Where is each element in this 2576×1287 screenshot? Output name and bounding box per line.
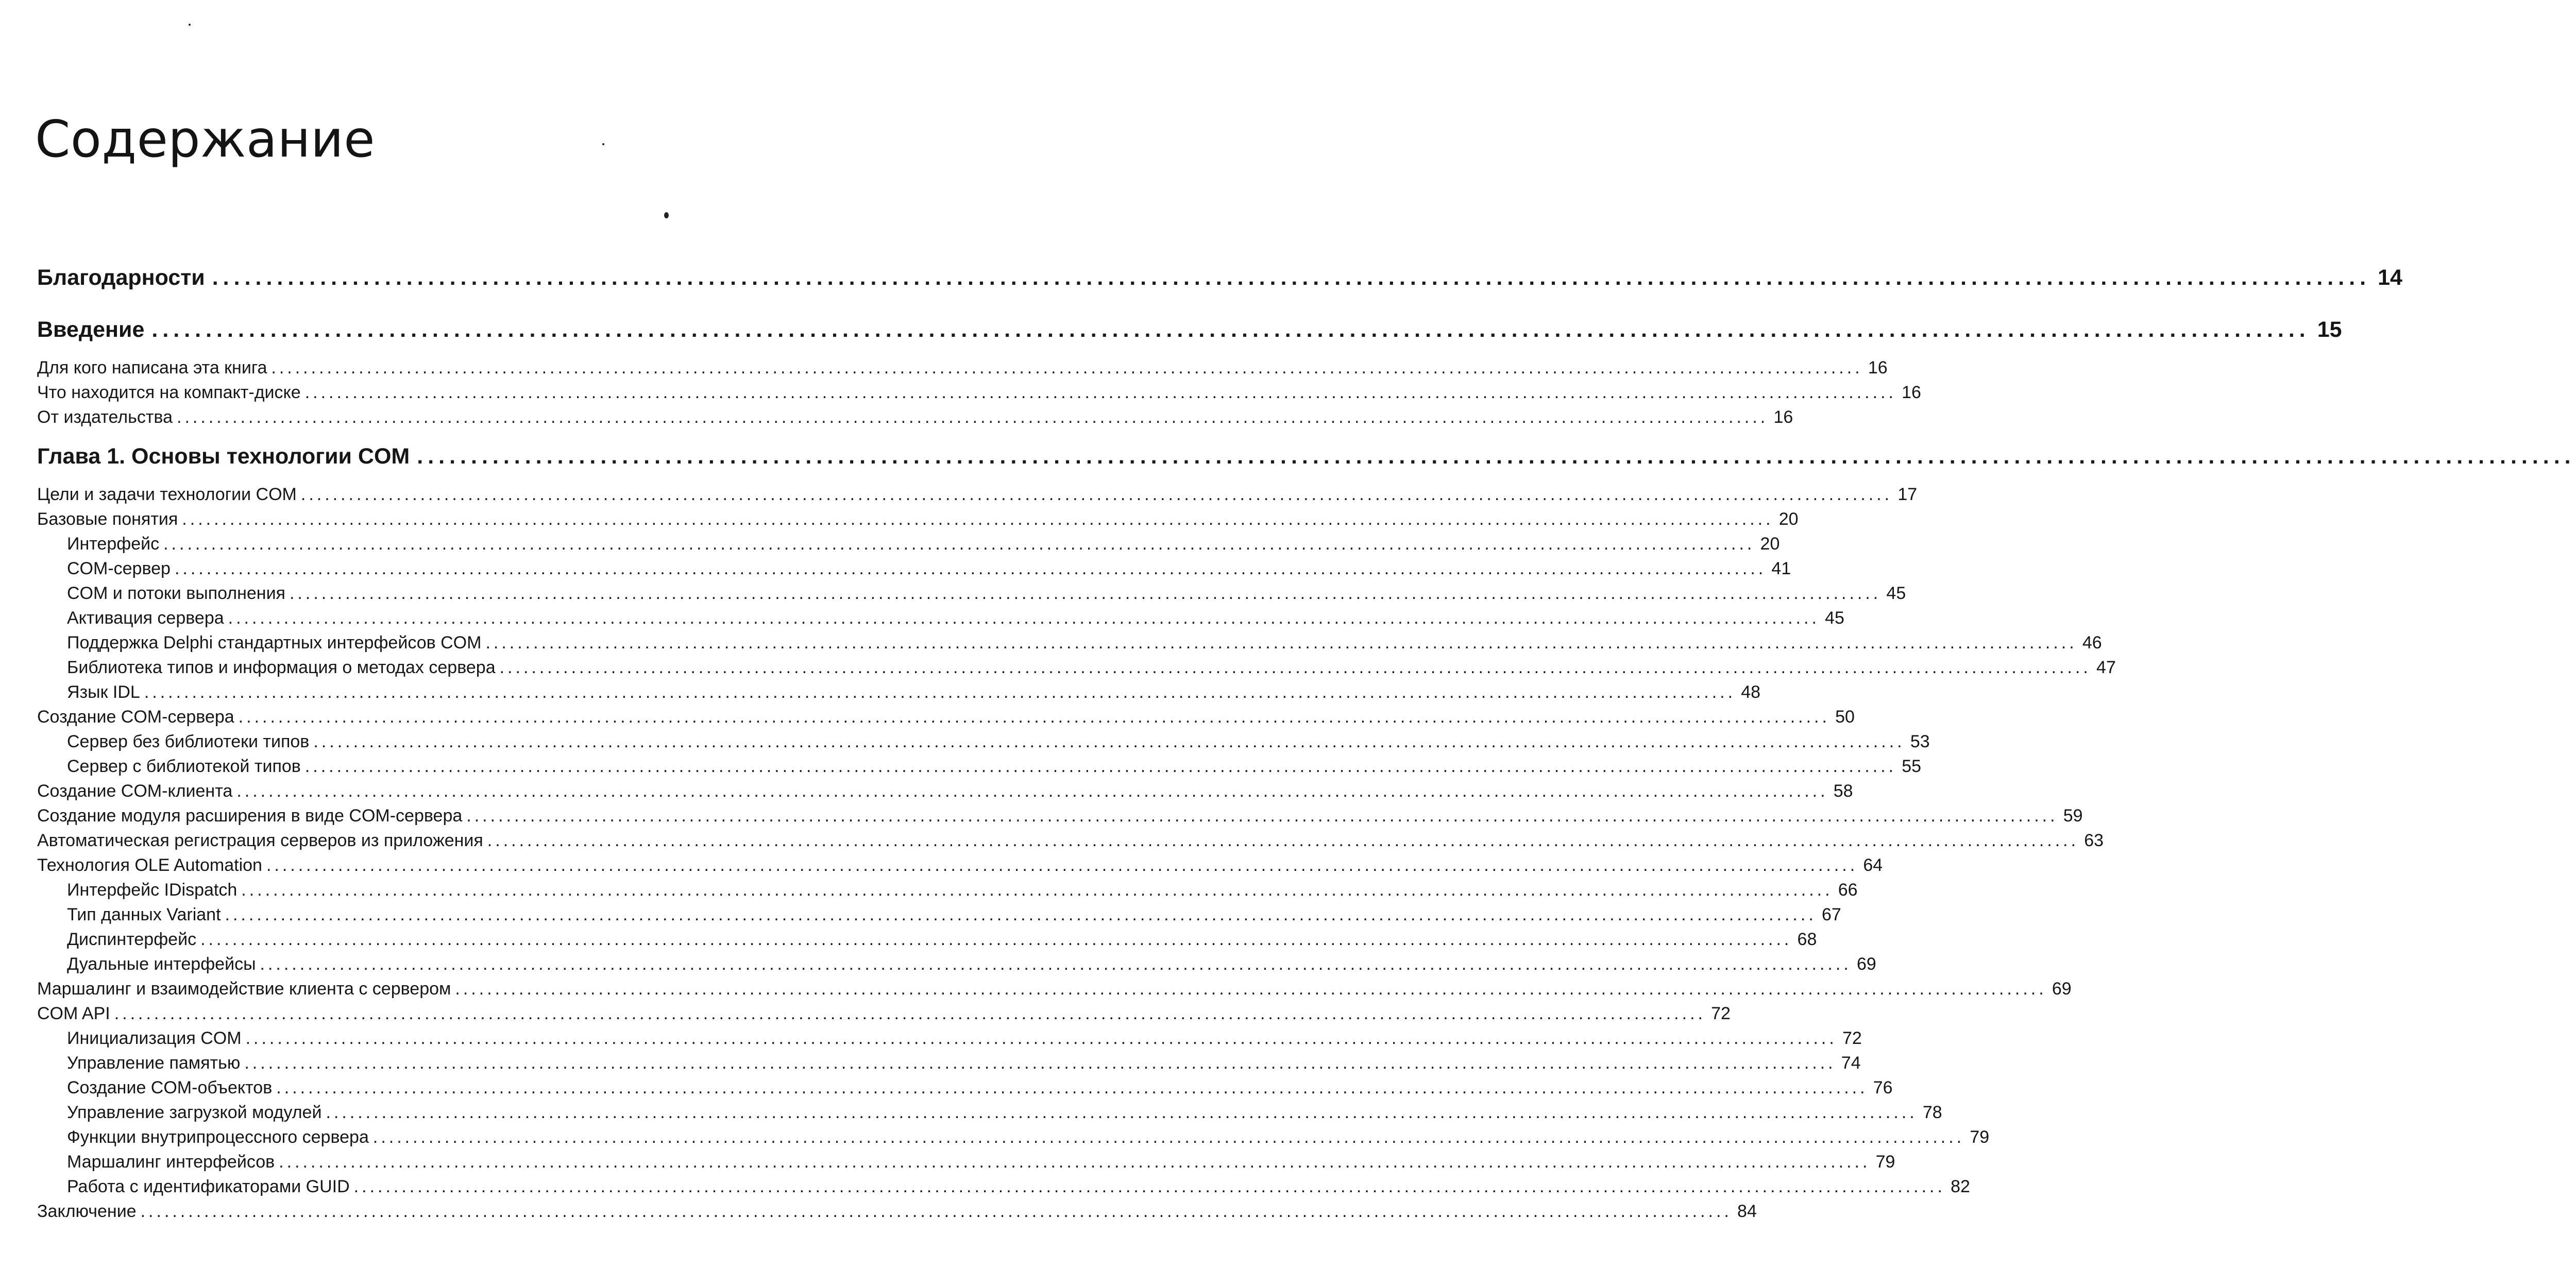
toc-leader-dots: ........................................................................................................................................................................................................ xyxy=(313,732,1905,751)
toc-entry-label: Дуальные интерфейсы xyxy=(67,954,256,974)
toc-leader-dots: ........................................................................................................................................................................................................ xyxy=(455,979,2047,999)
toc-entry xyxy=(37,1028,1862,1052)
toc-entry-label: Язык IDL xyxy=(67,682,140,702)
toc-leader-dots: ........................................................................................................................................................................................................ xyxy=(487,831,2079,850)
toc-entry-page: 79 xyxy=(1970,1127,1990,1147)
toc-entry xyxy=(37,383,1921,406)
toc-entry xyxy=(37,682,1761,706)
toc-entry-page: 48 xyxy=(1741,682,1761,702)
toc-entry-label: Библиотека типов и информация о методах сервера xyxy=(67,658,496,677)
toc-entry-label: Глава 1. Основы технологии COM xyxy=(37,444,410,469)
toc-leader-dots: ........................................................................................................................................................................................................ xyxy=(260,954,1852,974)
toc-entry-page: 47 xyxy=(2096,658,2116,677)
toc-leader-dots: ........................................................................................................................................................................................................ xyxy=(241,880,1833,900)
toc-entry-label: Базовые понятия xyxy=(37,509,178,529)
toc-entry xyxy=(37,1177,1970,1200)
toc-entry-label: COM-сервер xyxy=(67,559,171,578)
toc-entry xyxy=(37,954,1876,978)
toc-entry-label: Функции внутрипроцессного сервера xyxy=(67,1127,369,1147)
toc-entry-label: Инициализация COM xyxy=(67,1028,242,1048)
toc-entry-page: 17 xyxy=(1897,485,1918,504)
toc-entry xyxy=(37,265,2402,294)
toc-entry-page: 50 xyxy=(1835,707,1855,727)
toc-entry-page: 46 xyxy=(2082,633,2102,653)
toc-entry xyxy=(37,979,2072,1003)
toc-entry-label: Создание COM-сервера xyxy=(37,707,234,727)
toc-leader-dots: ........................................................................................................................................................................................................ xyxy=(485,633,2077,653)
toc-entry-label: COM и потоки выполнения xyxy=(67,584,285,603)
toc-entry-page: 69 xyxy=(2052,979,2072,999)
toc-entry-page: 67 xyxy=(1821,905,1841,924)
toc-leader-dots: ........................................................................................................................................................................................................ xyxy=(499,658,2091,677)
toc-entry-label: Активация сервера xyxy=(67,608,224,628)
toc-leader-dots: ........................................................................................................................................................................................................ xyxy=(326,1103,1918,1122)
toc-entry-page: 74 xyxy=(1841,1053,1861,1073)
toc-entry-label: Цели и задачи технологии COM xyxy=(37,485,297,504)
toc-leader-dots: ........................................................................................................................................................................................................ xyxy=(163,534,1755,554)
toc-entry-page: 16 xyxy=(1902,383,1921,402)
toc-leader-dots: ........................................................................................................................................................................................................ xyxy=(200,930,1792,949)
toc-entry-page: 20 xyxy=(1760,534,1780,554)
toc-leader-dots: ........................................................................................................................................................................................................ xyxy=(245,1028,1837,1048)
toc-entry-page: 15 xyxy=(2317,317,2342,342)
toc-entry-label: Маршалинг интерфейсов xyxy=(67,1152,275,1172)
toc-leader-dots: ........................................................................................................................................................................................................ xyxy=(182,509,1774,529)
toc-entry-label: Маршалинг и взаимодействие клиента с сервером xyxy=(37,979,451,999)
toc-leader-dots: ........................................................................................................................................................................................................ xyxy=(304,757,1897,776)
toc-leader-dots: ........................................................................................................................................................................................................ xyxy=(417,444,2575,469)
toc-entry xyxy=(37,485,1918,508)
toc-entry-label: Сервер без библиотеки типов xyxy=(67,732,310,751)
toc-entry-page: 69 xyxy=(1856,954,1876,974)
toc-entry-label: Технология OLE Automation xyxy=(37,855,262,875)
toc-leader-dots: ........................................................................................................................................................................................................ xyxy=(276,1078,1868,1097)
toc-entry xyxy=(37,1152,1895,1176)
toc-entry-label: Диспинтерфейс xyxy=(67,930,197,949)
toc-entry xyxy=(37,855,1883,879)
toc-leader-dots: ........................................................................................................................................................................................................ xyxy=(289,584,1882,603)
toc-entry xyxy=(37,806,2083,830)
toc-entry-page: 45 xyxy=(1886,584,1906,603)
toc-entry-page: 66 xyxy=(1838,880,1858,900)
toc-entry-page: 68 xyxy=(1797,930,1817,949)
toc-entry-page: 58 xyxy=(1833,781,1853,801)
toc-entry-label: Управление загрузкой модулей xyxy=(67,1103,322,1122)
toc-entry-label: Введение xyxy=(37,317,145,342)
toc-entry-label: Тип данных Variant xyxy=(67,905,221,924)
toc-entry-label: От издательства xyxy=(37,407,173,427)
toc-entry-label: Создание COM-объектов xyxy=(67,1078,273,1097)
toc-leader-dots: ........................................................................................................................................................................................................ xyxy=(114,1004,1706,1023)
toc-leader-dots: ........................................................................................................................................................................................................ xyxy=(300,485,1893,504)
toc-entry-page: 53 xyxy=(1910,732,1930,751)
toc-leader-dots: ........................................................................................................................................................................................................ xyxy=(466,806,2058,826)
toc-entry xyxy=(37,1202,1757,1225)
toc-entry xyxy=(37,407,1793,431)
toc-leader-dots: ........................................................................................................................................................................................................ xyxy=(353,1177,1945,1196)
toc-entry-page: 41 xyxy=(1771,559,1791,578)
toc-entry xyxy=(37,781,1853,805)
toc-entry-page: 72 xyxy=(1711,1004,1731,1023)
toc-entry xyxy=(37,757,1922,780)
toc-entry xyxy=(37,1103,1942,1126)
toc-entry-label: Управление памятью xyxy=(67,1053,241,1073)
toc-entry xyxy=(37,509,1799,533)
toc-entry-page: 82 xyxy=(1951,1177,1970,1196)
toc-entry-label: Интерфейс IDispatch xyxy=(67,880,238,900)
scan-speck xyxy=(664,212,669,218)
toc-leader-dots: ........................................................................................................................................................................................................ xyxy=(151,317,2310,342)
toc-leader-dots: ........................................................................................................................................................................................................ xyxy=(144,682,1736,702)
toc-entry-page: 45 xyxy=(1825,608,1844,628)
toc-entry-page: 59 xyxy=(2063,806,2083,826)
toc-leader-dots: ........................................................................................................................................................................................................ xyxy=(236,781,1828,801)
toc-leader-dots: ........................................................................................................................................................................................................ xyxy=(225,905,1817,924)
toc-entry xyxy=(37,633,2102,657)
toc-entry xyxy=(37,1078,1893,1102)
toc-leader-dots: ........................................................................................................................................................................................................ xyxy=(212,265,2371,290)
toc-entry xyxy=(37,534,1780,558)
toc-leader-dots: ........................................................................................................................................................................................................ xyxy=(271,358,1863,377)
toc-entry xyxy=(37,358,1888,382)
toc-entry-page: 16 xyxy=(1868,358,1888,377)
toc-entry-page: 78 xyxy=(1922,1103,1942,1122)
toc-leader-dots: ........................................................................................................................................................................................................ xyxy=(244,1053,1836,1073)
toc-entry-page: 79 xyxy=(1875,1152,1895,1172)
toc-entry-page: 76 xyxy=(1873,1078,1893,1097)
toc-entry-label: Поддержка Delphi стандартных интерфейсов COM xyxy=(67,633,482,653)
toc-leader-dots: ........................................................................................................................................................................................................ xyxy=(279,1152,1871,1172)
toc-entry-page: 16 xyxy=(1773,407,1793,427)
toc-leader-dots: ........................................................................................................................................................................................................ xyxy=(140,1202,1732,1221)
toc-entry xyxy=(37,317,2342,346)
toc-entry-page: 20 xyxy=(1778,509,1799,529)
toc-leader-dots: ........................................................................................................................................................................................................ xyxy=(177,407,1769,427)
toc-entry xyxy=(37,559,1791,582)
toc-entry-label: Автоматическая регистрация серверов из приложения xyxy=(37,831,483,850)
toc-entry-page: 63 xyxy=(2084,831,2104,850)
toc-entry xyxy=(37,880,1858,904)
toc-entry-page: 64 xyxy=(1863,855,1883,875)
toc-entry-label: Благодарности xyxy=(37,265,205,290)
toc-entry xyxy=(37,1053,1861,1077)
toc-entry-page: 84 xyxy=(1737,1202,1757,1221)
toc-leader-dots: ........................................................................................................................................................................................................ xyxy=(266,855,1858,875)
toc-entry xyxy=(37,444,2575,473)
toc-entry xyxy=(37,930,1817,953)
toc-entry xyxy=(37,732,1930,756)
toc-entry-label: Заключение xyxy=(37,1202,137,1221)
toc-entry xyxy=(37,584,1906,607)
toc-entry-page: 72 xyxy=(1842,1028,1862,1048)
toc-entry-label: Создание модуля расширения в виде COM-сервера xyxy=(37,806,463,826)
toc-leader-dots: ........................................................................................................................................................................................................ xyxy=(304,383,1896,402)
toc-entry xyxy=(37,608,1844,632)
toc-leader-dots: ........................................................................................................................................................................................................ xyxy=(174,559,1767,578)
toc-entry-label: Сервер с библиотекой типов xyxy=(67,757,301,776)
scan-speck xyxy=(602,143,604,145)
scan-speck xyxy=(189,24,191,26)
toc-entry-label: Интерфейс xyxy=(67,534,160,554)
toc-entry-label: Работа с идентификаторами GUID xyxy=(67,1177,350,1196)
toc-entry xyxy=(37,658,2116,681)
toc-leader-dots: ........................................................................................................................................................................................................ xyxy=(228,608,1820,628)
toc-entry xyxy=(37,831,2104,854)
toc-entry xyxy=(37,1127,1990,1151)
toc-leader-dots: ........................................................................................................................................................................................................ xyxy=(372,1127,1965,1147)
toc-entry-label: Для кого написана эта книга xyxy=(37,358,267,377)
toc-entry-label: Создание COM-клиента xyxy=(37,781,233,801)
toc-entry-page: 55 xyxy=(1902,757,1922,776)
toc-entry-label: Что находится на компакт-диске xyxy=(37,383,301,402)
toc-entry xyxy=(37,707,1855,731)
toc-entry-page: 14 xyxy=(2378,265,2402,290)
toc-leader-dots: ........................................................................................................................................................................................................ xyxy=(238,707,1830,727)
toc-entry xyxy=(37,1004,1731,1027)
toc-entry xyxy=(37,905,1841,929)
toc-entry-label: COM API xyxy=(37,1004,110,1023)
page-title: Содержание xyxy=(35,110,376,169)
